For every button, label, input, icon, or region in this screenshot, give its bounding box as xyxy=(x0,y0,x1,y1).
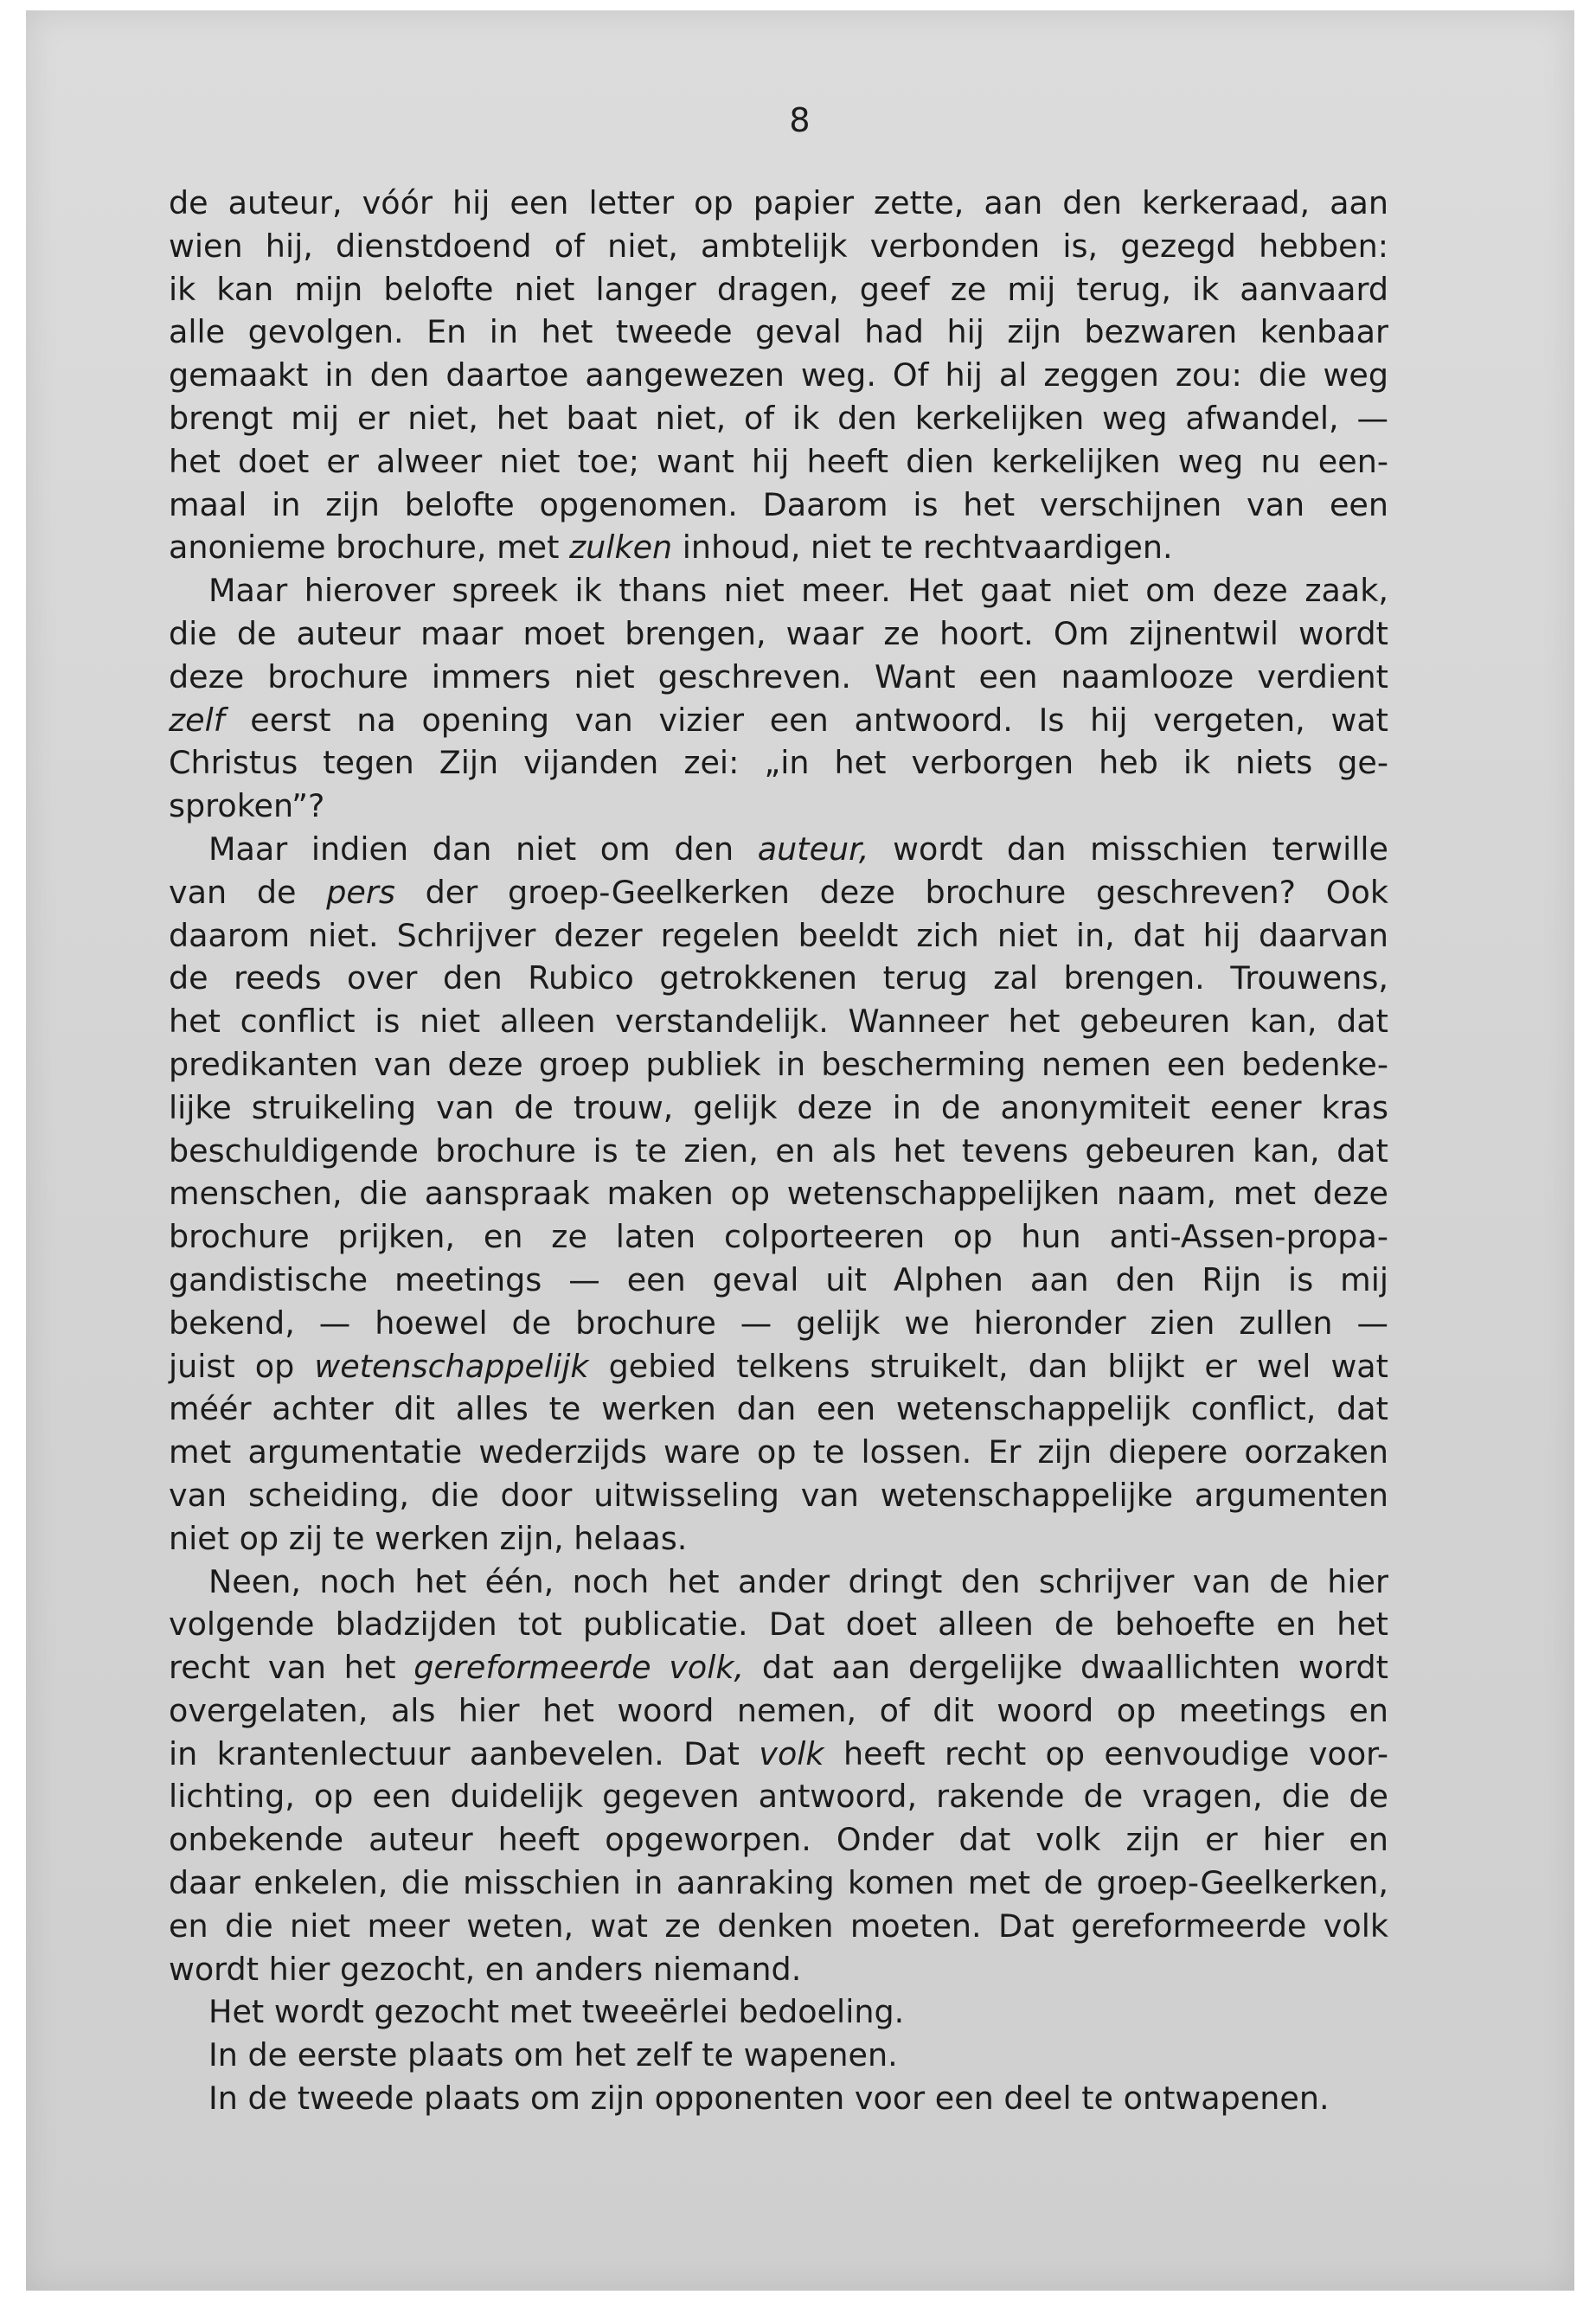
text-line: Christus tegen Zijn vijanden zei: „in het verborgen heb ik niets ge- xyxy=(169,744,1388,782)
text-line: het conflict is niet alleen verstandelijk. Wanneer het gebeuren kan, dat xyxy=(169,1003,1388,1041)
text-line: ik kan mijn belofte niet langer dragen, geef ze mij terug, ik aanvaard xyxy=(169,270,1388,308)
text-line: In de eerste plaats om het zelf te wapenen. xyxy=(208,2036,898,2074)
text-line: daar enkelen, die misschien in aanraking komen met de groep-Geelkerken, xyxy=(169,1864,1388,1902)
text-line: gemaakt in den daartoe aangewezen weg. Of hij al zeggen zou: die weg xyxy=(169,356,1388,394)
emphasis: pers xyxy=(326,873,395,911)
page-number: 8 xyxy=(789,101,811,139)
text-line: en die niet meer weten, wat ze denken moeten. Dat gereformeerde volk xyxy=(169,1907,1388,1945)
emphasis: zelf xyxy=(169,701,225,739)
emphasis: wetenschappelijk xyxy=(314,1347,589,1385)
text-line: wien hij, dienstdoend of niet, ambtelijk verbonden is, gezegd hebben: xyxy=(169,227,1388,265)
text-line: recht van het gereformeerde volk, dat aan dergelijke dwaallichten wordt xyxy=(169,1649,1388,1687)
text-line: menschen, die aanspraak maken op wetenschappelijken naam, met deze xyxy=(169,1175,1388,1213)
text-line: Het wordt gezocht met tweeërlei bedoeling. xyxy=(208,1993,905,2031)
text-line: brochure prijken, en ze laten colporteeren op hun anti-Assen-propa- xyxy=(169,1218,1388,1256)
text-line: met argumentatie wederzijds ware op te lossen. Er zijn diepere oorzaken xyxy=(169,1433,1388,1471)
text-line: Maar indien dan niet om den auteur, wordt dan misschien terwille xyxy=(208,830,1388,868)
text-line: Neen, noch het één, noch het ander dringt den schrijver van de hier xyxy=(208,1562,1388,1600)
text-line: alle gevolgen. En in het tweede geval had hij zijn bezwaren kenbaar xyxy=(169,313,1388,351)
text-line: de reeds over den Rubico getrokkenen terug zal brengen. Trouwens, xyxy=(169,959,1388,997)
text-line: predikanten van deze groep publiek in bescherming nemen een bedenke- xyxy=(169,1045,1388,1083)
text-line: brengt mij er niet, het baat niet, of ik den kerkelijken weg afwandel, — xyxy=(169,399,1388,437)
emphasis: gereformeerde volk, xyxy=(413,1649,745,1687)
text-line: juist op wetenschappelijk gebied telkens struikelt, dan blijkt er wel wat xyxy=(169,1347,1388,1385)
emphasis: zulken xyxy=(569,529,673,567)
text-line: gandistische meetings — een geval uit Alphen aan den Rijn is mij xyxy=(169,1260,1388,1298)
text-line: In de tweede plaats om zijn opponenten voor een deel te ontwapenen. xyxy=(208,2080,1330,2118)
text-line: de auteur, vóór hij een letter op papier zette, aan den kerkeraad, aan xyxy=(169,184,1388,221)
text-line: Maar hierover spreek ik thans niet meer. Het gaat niet om deze zaak, xyxy=(208,572,1388,610)
text-line: van de pers der groep-Geelkerken deze brochure geschreven? Ook xyxy=(169,873,1388,911)
text-line: beschuldigende brochure is te zien, en als het tevens gebeuren kan, dat xyxy=(169,1131,1388,1170)
text-line: bekend, — hoewel de brochure — gelijk we hieronder zien zullen — xyxy=(169,1304,1388,1342)
scanned-page xyxy=(26,10,1574,2291)
text-line: zelf eerst na opening van vizier een antwoord. Is hij vergeten, wat xyxy=(169,701,1388,739)
text-line: van scheiding, die door uitwisseling van wetenschappelijke argumenten xyxy=(169,1476,1388,1514)
text-line: sproken”? xyxy=(169,787,325,825)
emphasis: auteur, xyxy=(757,830,869,868)
text-line: onbekende auteur heeft opgeworpen. Onder dat volk zijn er hier en xyxy=(169,1821,1388,1859)
text-line: in krantenlectuur aanbevelen. Dat volk heeft recht op eenvoudige voor- xyxy=(169,1734,1388,1772)
text-line: lichting, op een duidelijk gegeven antwoord, rakende de vragen, die de xyxy=(169,1778,1388,1816)
text-line: lijke struikeling van de trouw, gelijk deze in de anonymiteit eener kras xyxy=(169,1088,1388,1126)
emphasis: volk xyxy=(759,1734,824,1772)
text-line: méér achter dit alles te werken dan een wetenschappelijk conflict, dat xyxy=(169,1390,1388,1428)
text-line: niet op zij te werken zijn, helaas. xyxy=(169,1519,688,1557)
text-line: volgende bladzijden tot publicatie. Dat doet alleen de behoefte en het xyxy=(169,1606,1388,1644)
body-text xyxy=(169,182,1388,2120)
text-line: wordt hier gezocht, en anders niemand. xyxy=(169,1950,802,1988)
text-line: maal in zijn belofte opgenomen. Daarom is het verschijnen van een xyxy=(169,485,1388,523)
text-line: daarom niet. Schrijver dezer regelen beeldt zich niet in, dat hij daarvan xyxy=(169,916,1388,954)
text-line: anonieme brochure, met zulken inhoud, niet te rechtvaardigen. xyxy=(169,529,1173,567)
text-line: deze brochure immers niet geschreven. Want een naamlooze verdient xyxy=(169,657,1388,695)
text-line: overgelaten, als hier het woord nemen, of dit woord op meetings en xyxy=(169,1691,1388,1729)
text-line: het doet er alweer niet toe; want hij heeft dien kerkelijken weg nu een- xyxy=(169,442,1388,480)
text-line: die de auteur maar moet brengen, waar ze hoort. Om zijnentwil wordt xyxy=(169,614,1388,652)
